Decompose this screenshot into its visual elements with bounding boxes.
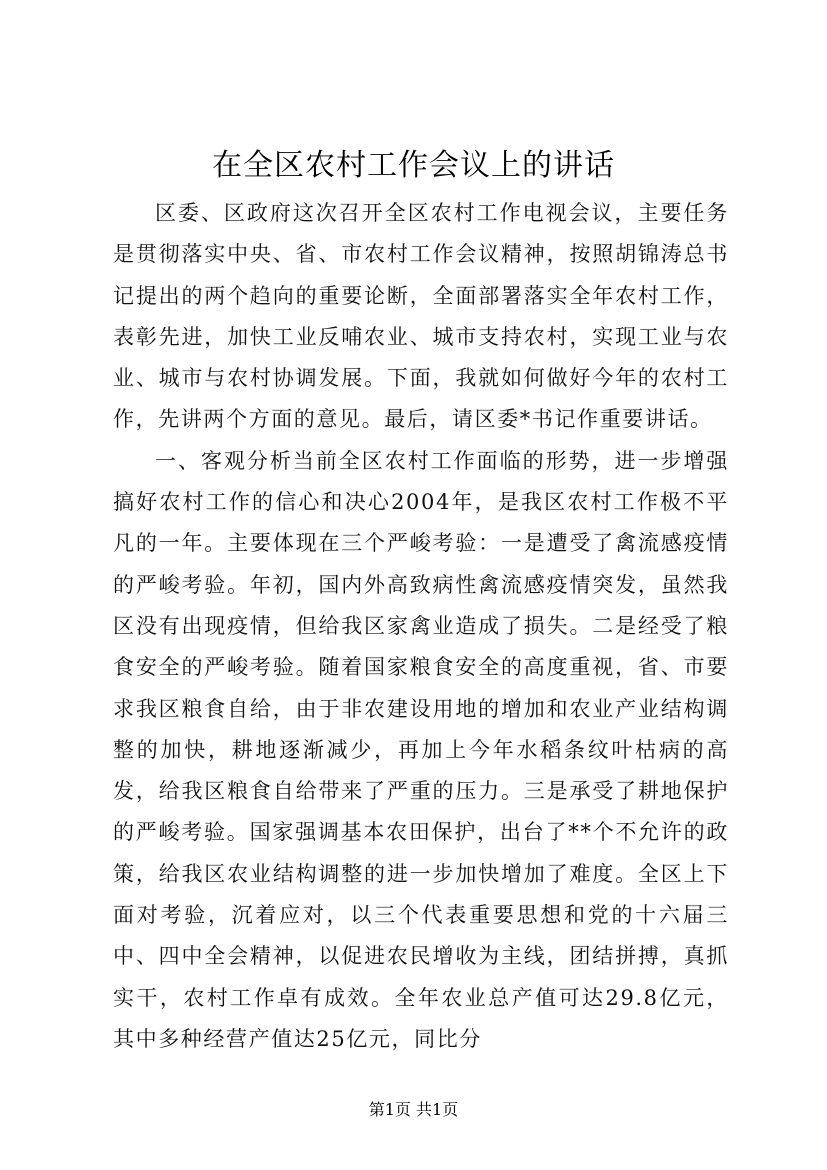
document-title: 在全区农村工作会议上的讲话 <box>212 148 615 183</box>
paragraph-intro: 区委、区政府这次召开全区农村工作电视会议，主要任务是贯彻落实中央、省、市农村工作会议精神，按照胡锦涛总书记提出的两个趋向的重要论断，全面部署落实全年农村工作，表彰先进，加快工业反哺农业、城市支持农村，实现工业与农业、城市与农村协调发展。下面，我就如何做好今年的农村工作，先讲两个方面的意见。最后，请区委*书记作重要讲话。 <box>113 201 729 432</box>
document-body <box>113 193 729 1060</box>
paragraph-section-one: 一、客观分析当前全区农村工作面临的形势，进一步增强搞好农村工作的信心和决心2004年，是我区农村工作极不平凡的一年。主要体现在三个严峻考验：一是遭受了禽流感疫情的严峻考验。年初，国内外高致病性禽流感疫情突发，虽然我区没有出现疫情，但给我区家禽业造成了损失。二是经受了粮食安全的严峻考验。随着国家粮食安全的高度重视，省、市要求我区粮食自给，由于非农建设用地的增加和农业产业结构调整的加快，耕地逐渐减少，再加上今年水稻条纹叶枯病的高发，给我区粮食自给带来了严重的压力。三是承受了耕地保护的严峻考验。国家强调基本农田保护，出台了**个不允许的政策，给我区农业结构调整的进一步加快增加了难度。全区上下面对考验，沉着应对，以三个代表重要思想和党的十六届三中、四中全会精神，以促进农民增收为主线，团结拼搏，真抓实干，农村工作卓有成效。全年农业总产值可达29.8亿元，其中多种经营产值达25亿元，同比分 <box>113 448 729 1051</box>
page-footer: 第1页 共1页 <box>368 1100 459 1119</box>
